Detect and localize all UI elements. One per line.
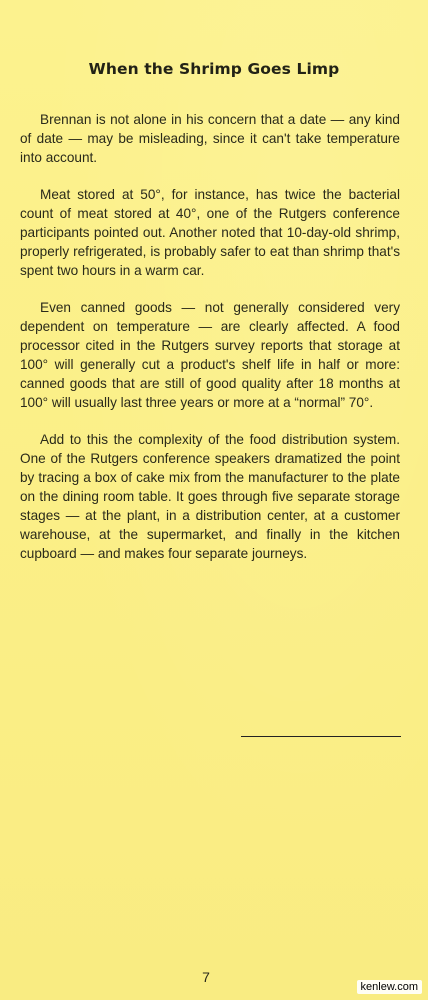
- watermark: kenlew.com: [357, 980, 422, 994]
- paragraph-2: Meat stored at 50°, for instance, has twice the bacterial count of meat stored at 40°, one of the Rutgers conference participants pointed out. Another noted that 10-day-old shrimp, properly refrigerated, is probably safer to eat than shrimp that's spent two hours in a warm car.: [20, 187, 400, 278]
- paragraph-3: Even canned goods — not generally considered very dependent on temperature — are clearly affected. A food processor cited in the Rutgers survey reports that storage at 100° will generally cut a product's shelf life in half or more: canned goods that are still of good quality after 18 months at 100° will usually last three years or more at a “normal” 70°.: [20, 300, 400, 410]
- paragraph-1: Brennan is not alone in his concern that a date — any kind of date — may be misleading, since it can't take temperature into account.: [20, 112, 400, 165]
- page-number: 7: [202, 969, 210, 985]
- section-divider: [241, 736, 401, 737]
- paragraph-4: Add to this the complexity of the food distribution system. One of the Rutgers conference speakers dramatized the point by tracing a box of cake mix from the manufacturer to the plate on the dining room table. It goes through five separate storage stages — at the plant, in a distribution center, at a customer warehouse, at the supermarket, and finally in the kitchen cupboard — and makes four separate journeys.: [20, 432, 400, 561]
- article-title: When the Shrimp Goes Limp: [88, 60, 340, 78]
- article-body: [20, 110, 400, 581]
